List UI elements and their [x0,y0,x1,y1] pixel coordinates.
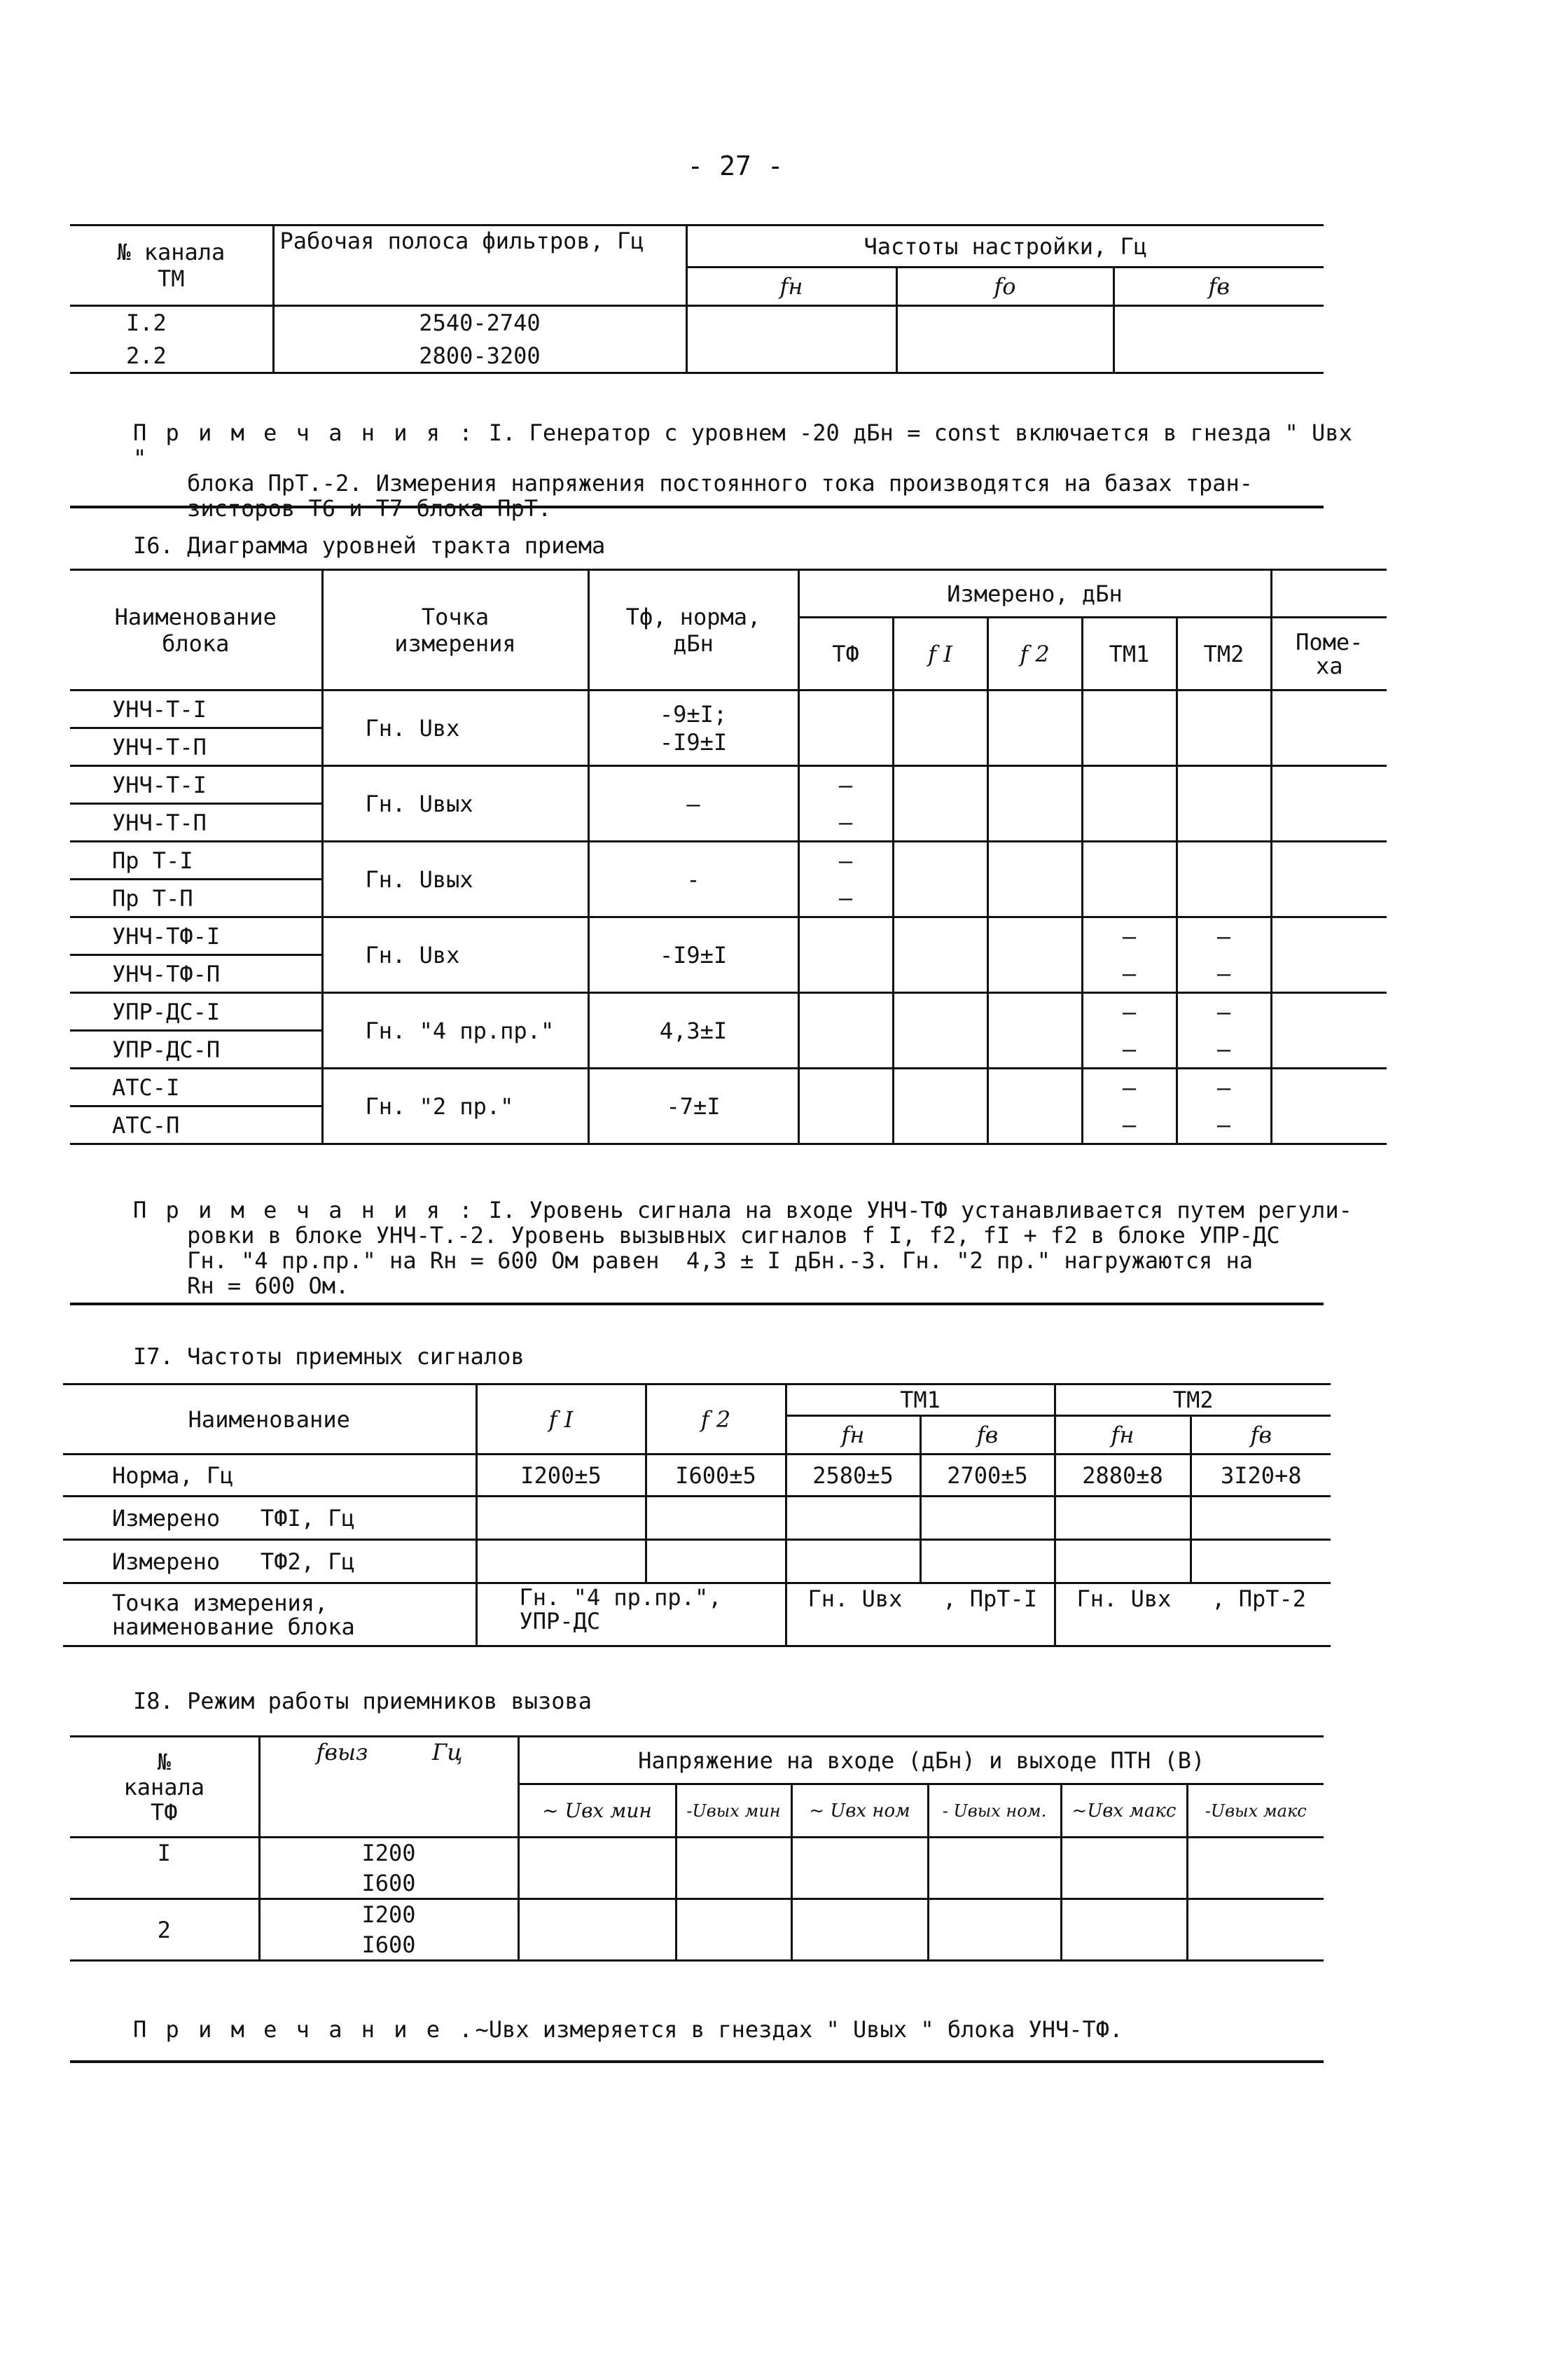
measured-cell: – [1082,917,1177,955]
header-f1: f I [476,1384,646,1455]
norm-value: -7±I [588,1069,798,1144]
measured-cell [1271,804,1387,842]
header-uin-max: ~Uвх макс [1061,1784,1187,1838]
measure-point: Гн. "4 пр.пр." [322,993,588,1069]
measured-cell [1082,880,1177,917]
measured-cell [893,766,987,804]
header-block-name: Наименование блока [70,570,322,690]
measured-cell [1271,1069,1387,1106]
measured-cell [1082,690,1177,728]
point-tm1: Гн. Uвх , ПрТ-I [786,1583,1055,1646]
page-number: - 27 - [687,151,784,181]
norm-value: -I9±I [588,917,798,993]
measured-cell [1271,766,1387,804]
measure-point: Гн. "2 пр." [322,1069,588,1144]
measured-cell [1271,880,1387,917]
note-3 [133,2017,1366,2042]
measured-cell: – [1177,955,1271,993]
header-channel-tf: № канала ТФ [70,1737,259,1838]
call-freq-cell: I200 [259,1838,518,1868]
point-f-values: Гн. "4 пр.пр.", УПР-ДС [476,1583,786,1646]
header-tm2: ТМ2 [1055,1384,1331,1416]
measured-cell [1082,766,1177,804]
measured-cell [798,690,893,728]
header-f1: f I [893,618,987,690]
band-cell: 2800-3200 [273,340,686,373]
header-filter-band: Рабочая полоса фильтров, Гц [273,225,686,306]
measured-cell: – [1177,917,1271,955]
channel-cell: I.2 [126,310,167,337]
block-name: АТС-П [70,1106,322,1144]
measured-cell [893,804,987,842]
measured-cell [798,955,893,993]
norm-tm1-fn: 2580±5 [786,1455,920,1497]
header-tuning-frequencies: Частоты настройки, Гц [686,225,1324,268]
measured-cell [1271,690,1387,728]
call-receivers-table [70,1735,1324,1962]
note-lead: П р и м е ч а н и я : [133,419,476,446]
note-text: I. Генератор с уровнем -20 дБн = const включается в гнезда " Uвх " блока ПрТ.-2. Измерения напряжения постоянного тока производятся на базах тран- зисторов Т6 и Т7 блока ПрТ. [133,419,1352,522]
block-name: УНЧ-Т-I [70,766,322,804]
measured-cell [987,1106,1082,1144]
block-name: УПР-ДС-П [70,1031,322,1069]
measured-cell: – [1177,993,1271,1031]
measured-cell [893,690,987,728]
section-17-title: I7. Частоты приемных сигналов [133,1343,525,1370]
block-name: АТС-I [70,1069,322,1106]
measured-cell [987,955,1082,993]
header-fo: fо [896,268,1113,306]
measured-cell [1271,728,1387,766]
measured-cell: – [1082,993,1177,1031]
header-uout-min: -Uвых мин [676,1784,791,1838]
measured-cell: – [1082,1031,1177,1069]
measured-cell: – [1177,1069,1271,1106]
header-tf: ТФ [798,618,893,690]
header-tm2-fn: fн [1055,1416,1191,1455]
measured-cell [798,993,893,1031]
measured-cell [893,728,987,766]
reception-levels-table [70,569,1387,1145]
measured-tf1-label: Измерено ТФI, Гц [63,1497,476,1540]
measured-cell [1082,842,1177,880]
measure-point: Гн. Uвых [322,842,588,917]
call-freq-cell: I600 [259,1930,518,1961]
measure-point: Гн. Uвх [322,690,588,766]
measured-cell: – [1082,1069,1177,1106]
header-interference: Поме- ха [1296,628,1364,679]
block-name: УНЧ-Т-I [70,690,322,728]
measured-cell [1177,842,1271,880]
channel-cell: 2.2 [126,342,167,369]
norm-value: 4,3±I [588,993,798,1069]
measured-cell [1082,728,1177,766]
norm-value: – [588,766,798,842]
norm-tm2-fn: 2880±8 [1055,1455,1191,1497]
block-name: УНЧ-Т-П [70,728,322,766]
measured-cell [987,728,1082,766]
block-name: УНЧ-ТФ-I [70,917,322,955]
measured-cell [1082,804,1177,842]
note-lead: П р и м е ч а н и я : [133,1197,476,1223]
measured-cell [893,1031,987,1069]
header-measured: Измерено, дБн [798,570,1271,618]
measured-cell [798,728,893,766]
measured-cell [893,1069,987,1106]
norm-tm2-fv: 3I20+8 [1220,1462,1302,1489]
measured-cell [1177,804,1271,842]
header-measure-point: Точка измерения [322,570,588,690]
measured-cell [893,955,987,993]
measured-cell [1271,955,1387,993]
measured-cell [893,880,987,917]
header-tm1: ТМ1 [786,1384,1055,1416]
norm-tm1-fv: 2700±5 [920,1455,1055,1497]
header-uin-min: ~ Uвх мин [518,1784,676,1838]
header-uout-max: -Uвых макс [1205,1800,1307,1821]
header-channel-tm: № канала ТМ [70,225,273,306]
divider [70,1303,1324,1305]
header-fv: fв [1113,268,1324,306]
header-tm1: ТМ1 [1082,618,1177,690]
header-f2: f 2 [646,1384,786,1455]
measured-cell [987,842,1082,880]
measured-cell [1271,842,1387,880]
measured-cell [1271,1106,1387,1144]
norm-f2: I600±5 [646,1455,786,1497]
measure-point: Гн. Uвх [322,917,588,993]
measured-cell [798,1031,893,1069]
measured-cell [987,804,1082,842]
measured-cell [987,690,1082,728]
section-16-title: I6. Диаграмма уровней тракта приема [133,532,606,559]
measured-cell [987,917,1082,955]
norm-f1: I200±5 [476,1455,646,1497]
block-name: Пр Т-П [70,880,322,917]
measured-cell [798,1069,893,1106]
measured-cell: – [1177,1106,1271,1144]
header-name: Наименование [63,1384,476,1455]
measured-cell [893,993,987,1031]
norm-value: -9±I; -I9±I [588,690,798,766]
point-tm2: Гн. Uвх , ПрТ-2 [1076,1585,1307,1612]
channel-cell: I [70,1838,259,1899]
measured-cell: – [1082,955,1177,993]
measured-cell [893,917,987,955]
measured-cell: – [798,804,893,842]
block-name: УНЧ-Т-П [70,804,322,842]
call-freq-cell: I200 [259,1899,518,1930]
measured-cell [1177,880,1271,917]
header-tm2-fv: fв [1250,1422,1272,1448]
norm-label: Норма, Гц [63,1455,476,1497]
measured-cell [893,842,987,880]
measured-cell [1177,728,1271,766]
measured-cell [987,993,1082,1031]
note-text: I. Уровень сигнала на входе УНЧ-ТФ устанавливается путем регули- ровки в блоке УНЧ-Т.-2. Уровень вызывных сигналов f I, f2, fI + f2 в блоке УПР-ДС Гн. "4 пр.пр." на Rн = 600 Ом равен 4,3 ± I дБн.-3. Гн. "2 пр." нагружаются на Rн = 600 Ом. [187,1197,1352,1299]
block-name: УПР-ДС-I [70,993,322,1031]
measured-cell: – [798,766,893,804]
measured-cell: – [798,880,893,917]
channel-cell: 2 [70,1899,259,1961]
point-label: Точка измерения, наименование блока [63,1583,476,1646]
header-norm: Тф, норма, дБн [588,570,798,690]
measured-tf2-label: Измерено ТФ2, Гц [63,1540,476,1583]
measured-cell: – [1082,1106,1177,1144]
measured-cell [798,1106,893,1144]
divider [70,2060,1324,2063]
header-voltage: Напряжение на входе (дБн) и выходе ПТН (В) [518,1737,1324,1784]
measured-cell [1271,917,1387,955]
header-tm1-fv: fв [920,1416,1055,1455]
measured-cell [1271,993,1387,1031]
note-lead: П р и м е ч а н и е . [133,2016,476,2043]
section-18-title: I8. Режим работы приемников вызова [133,1688,592,1714]
header-tm2: ТМ2 [1177,618,1271,690]
measured-cell [798,917,893,955]
measured-cell: – [798,842,893,880]
header-call-frequency: fвыз Гц [259,1737,518,1838]
measure-point: Гн. Uвых [322,766,588,842]
measured-cell [987,766,1082,804]
header-f2: f 2 [987,618,1082,690]
header-tm1-fn: fн [786,1416,920,1455]
header-uin-nom: ~ Uвх ном [791,1784,928,1838]
block-name: Пр Т-I [70,842,322,880]
divider [70,506,1324,508]
note-2 [133,1198,1380,1298]
note-text: ~Uвх измеряется в гнездах " Uвых " блока УНЧ-ТФ. [475,2016,1123,2043]
measured-cell [1177,690,1271,728]
measured-cell [987,1031,1082,1069]
band-cell: 2540-2740 [273,306,686,340]
tuning-frequencies-table [70,224,1324,374]
norm-value: - [588,842,798,917]
call-freq-cell: I600 [259,1868,518,1899]
received-signals-table [63,1383,1331,1647]
header-uout-nom: - Uвых ном. [928,1784,1061,1838]
measured-cell [1177,766,1271,804]
measured-cell [987,1069,1082,1106]
measured-cell [1271,1031,1387,1069]
measured-cell [987,880,1082,917]
block-name: УНЧ-ТФ-П [70,955,322,993]
measured-cell: – [1177,1031,1271,1069]
header-fn: fн [686,268,896,306]
measured-cell [893,1106,987,1144]
